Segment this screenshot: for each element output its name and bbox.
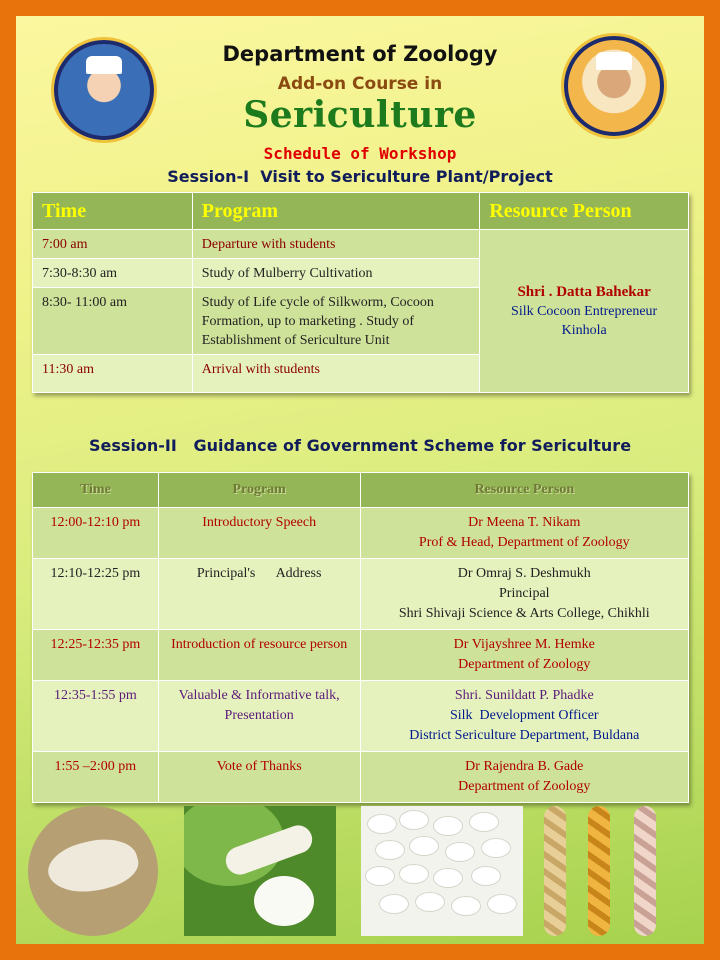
row-program: Principal's Address: [158, 559, 360, 630]
table-row: [33, 508, 689, 559]
person-name: Dr Vijayshree M. Hemke: [453, 637, 595, 652]
row-person: [360, 681, 688, 752]
row-program: Introduction of resource person: [158, 630, 360, 681]
department-title: Department of Zoology: [222, 42, 498, 66]
row-program: Introductory Speech: [158, 508, 360, 559]
row-program: Arrival with students: [192, 355, 480, 393]
row-program: Vote of Thanks: [158, 752, 360, 803]
column-header-resource: Resource Person: [360, 473, 688, 508]
table-row: [33, 630, 689, 681]
person-title: Department of Zoology: [458, 779, 591, 794]
silk-skeins-photo: [536, 806, 686, 936]
person-name: Dr Rajendra B. Gade: [465, 759, 584, 774]
column-header-time: Time: [33, 473, 159, 508]
table-row: [33, 681, 689, 752]
column-header-program: Program: [192, 193, 480, 230]
row-program: Study of Mulberry Cultivation: [192, 259, 480, 288]
row-time: 1:55 –2:00 pm: [33, 752, 159, 803]
person-title: Prof & Head, Department of Zoology: [418, 535, 630, 550]
row-person: [360, 630, 688, 681]
row-program: Departure with students: [192, 230, 480, 259]
person-title: Principal: [499, 586, 550, 601]
row-person: [360, 508, 688, 559]
resource-person-cell: [480, 230, 689, 393]
silk-moth-photo: [28, 806, 158, 936]
session-2-table: [32, 472, 689, 803]
row-time: 12:35-1:55 pm: [33, 681, 159, 752]
resource-name: Shri . Datta Bahekar: [517, 284, 651, 300]
person-name: Dr Omraj S. Deshmukh: [457, 566, 591, 581]
row-time: 11:30 am: [33, 355, 193, 393]
poster-body: [16, 16, 704, 944]
person-name: Shri. Sunildatt P. Phadke: [454, 688, 594, 703]
column-header-program: Program: [158, 473, 360, 508]
person-title: Department of Zoology: [458, 657, 591, 672]
row-time: 12:00-12:10 pm: [33, 508, 159, 559]
table-row: [33, 752, 689, 803]
row-program: Valuable & Informative talk, Presentation: [158, 681, 360, 752]
row-program: Study of Life cycle of Silkworm, Cocoon Formation, up to marketing . Study of Establishment of Sericulture Unit: [192, 288, 480, 355]
person-name: Dr Meena T. Nikam: [468, 515, 581, 530]
silkworm-photo: [184, 806, 336, 936]
column-header-time: Time: [33, 193, 193, 230]
session-2-title: Session-II Guidance of Government Scheme for Sericulture: [88, 436, 632, 455]
table-row: [33, 230, 689, 259]
row-person: [360, 559, 688, 630]
person-org: District Sericulture Department, Buldana: [409, 728, 640, 743]
row-person: [360, 752, 688, 803]
table-row: [33, 559, 689, 630]
add-on-subtitle: Add-on Course in: [277, 74, 443, 94]
row-time: 12:10-12:25 pm: [33, 559, 159, 630]
person-title: Silk Development Officer: [449, 708, 599, 723]
column-header-resource: Resource Person: [480, 193, 689, 230]
course-title: Sericulture: [243, 94, 477, 136]
cocoons-photo: [361, 806, 523, 936]
row-time: 7:30-8:30 am: [33, 259, 193, 288]
session-1-title: Session-I Visit to Sericulture Plant/Project: [167, 167, 553, 186]
resource-place: Kinhola: [561, 323, 607, 338]
row-time: 8:30- 11:00 am: [33, 288, 193, 355]
resource-role: Silk Cocoon Entrepreneur: [511, 304, 658, 319]
table-header-row: [33, 193, 689, 230]
schedule-heading: Schedule of Workshop: [263, 144, 457, 163]
person-org: Shri Shivaji Science & Arts College, Chikhli: [398, 606, 650, 621]
row-time: 7:00 am: [33, 230, 193, 259]
table-header-row: [33, 473, 689, 508]
session-1-table: [32, 192, 689, 393]
row-time: 12:25-12:35 pm: [33, 630, 159, 681]
